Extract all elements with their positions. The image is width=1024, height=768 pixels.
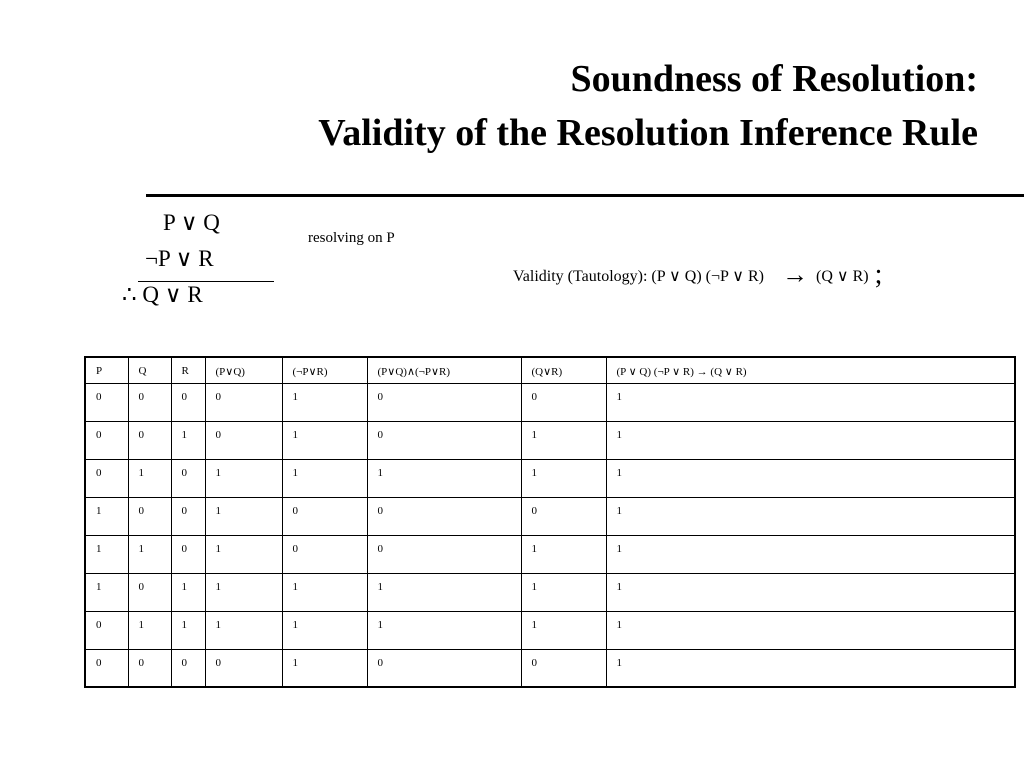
table-cell: 1 (128, 535, 171, 573)
table-row (85, 611, 1015, 649)
table-cell: 0 (367, 421, 521, 459)
table-cell: 1 (367, 573, 521, 611)
table-cell: 1 (85, 573, 128, 611)
table-cell: 0 (128, 573, 171, 611)
table-cell: 1 (282, 573, 367, 611)
table-cell: 1 (171, 611, 205, 649)
table-header-row (85, 357, 1015, 383)
validity-rhs: (Q ∨ R) (816, 268, 869, 285)
table-cell: 1 (282, 611, 367, 649)
table-row (85, 421, 1015, 459)
table-row (85, 535, 1015, 573)
table-cell: 0 (171, 649, 205, 687)
table-cell: 1 (606, 497, 1015, 535)
table-cell: 1 (282, 383, 367, 421)
table-cell: 1 (606, 535, 1015, 573)
table-cell: 1 (205, 573, 282, 611)
column-header: Q (128, 357, 171, 383)
table-cell: 1 (367, 611, 521, 649)
table-cell: 0 (171, 383, 205, 421)
table-cell: 0 (521, 383, 606, 421)
slide-title (318, 52, 978, 160)
table-cell: 1 (521, 421, 606, 459)
table-cell: 1 (205, 535, 282, 573)
table-cell: 1 (606, 573, 1015, 611)
table-cell: 1 (282, 649, 367, 687)
validity-statement (513, 257, 882, 289)
table-cell: 1 (282, 421, 367, 459)
table-cell: 1 (606, 383, 1015, 421)
table-cell: 0 (85, 421, 128, 459)
table-cell: 1 (85, 535, 128, 573)
table-cell: 0 (367, 649, 521, 687)
table-cell: 1 (521, 611, 606, 649)
table-cell: 1 (606, 421, 1015, 459)
table-cell: 0 (85, 459, 128, 497)
column-header: R (171, 357, 205, 383)
table-row (85, 497, 1015, 535)
table-cell: 0 (171, 497, 205, 535)
premise-2: ¬P ∨ R (145, 246, 214, 271)
table-cell: 0 (282, 535, 367, 573)
table-cell: 1 (606, 611, 1015, 649)
table-cell: 0 (85, 611, 128, 649)
table-cell: 0 (128, 383, 171, 421)
table-cell: 0 (85, 649, 128, 687)
table-cell: 1 (521, 459, 606, 497)
table-cell: 1 (521, 535, 606, 573)
column-header: (P∨Q) (205, 357, 282, 383)
table-cell: 0 (205, 383, 282, 421)
table-cell: 1 (606, 649, 1015, 687)
table-cell: 1 (205, 497, 282, 535)
title-divider (146, 194, 1024, 197)
table-cell: 0 (367, 535, 521, 573)
column-header: P (85, 357, 128, 383)
table-cell: 0 (205, 421, 282, 459)
table-row (85, 383, 1015, 421)
table-cell: 1 (171, 421, 205, 459)
table-cell: 0 (128, 649, 171, 687)
validity-symbol: ; (874, 259, 883, 290)
resolving-note: resolving on P (308, 230, 395, 246)
table-cell: 1 (85, 497, 128, 535)
column-header: (¬P∨R) (282, 357, 367, 383)
table-cell: 0 (367, 383, 521, 421)
table-cell: 0 (205, 649, 282, 687)
table-cell: 1 (205, 611, 282, 649)
table-cell: 0 (128, 421, 171, 459)
table-cell: 1 (128, 611, 171, 649)
table-cell: 0 (171, 535, 205, 573)
table-cell: 0 (521, 497, 606, 535)
conclusion: ∴ Q ∨ R (122, 282, 203, 307)
implies-arrow: → (782, 260, 809, 289)
table-cell: 1 (171, 573, 205, 611)
validity-label: Validity (Tautology): (P ∨ Q) (¬P ∨ R) (513, 268, 765, 285)
table-cell: 0 (367, 497, 521, 535)
table-cell: 0 (521, 649, 606, 687)
truth-table (84, 356, 1016, 688)
table-cell: 0 (85, 383, 128, 421)
table-cell: 1 (367, 459, 521, 497)
title-line-2: Validity of the Resolution Inference Rule (318, 112, 978, 154)
title-line-1: Soundness of Resolution: (570, 58, 978, 100)
column-header: (Q∨R) (521, 357, 606, 383)
table-cell: 1 (521, 573, 606, 611)
table-cell: 1 (205, 459, 282, 497)
table-cell: 1 (282, 459, 367, 497)
table-cell: 1 (128, 459, 171, 497)
table-row (85, 573, 1015, 611)
table-row (85, 649, 1015, 687)
table-cell: 0 (128, 497, 171, 535)
table-row (85, 459, 1015, 497)
column-header: (P∨Q)∧(¬P∨R) (367, 357, 521, 383)
premise-1: P ∨ Q (163, 210, 220, 235)
table-cell: 0 (171, 459, 205, 497)
column-header: (P ∨ Q) (¬P ∨ R) → (Q ∨ R) (606, 357, 1015, 383)
table-cell: 1 (606, 459, 1015, 497)
table-cell: 0 (282, 497, 367, 535)
